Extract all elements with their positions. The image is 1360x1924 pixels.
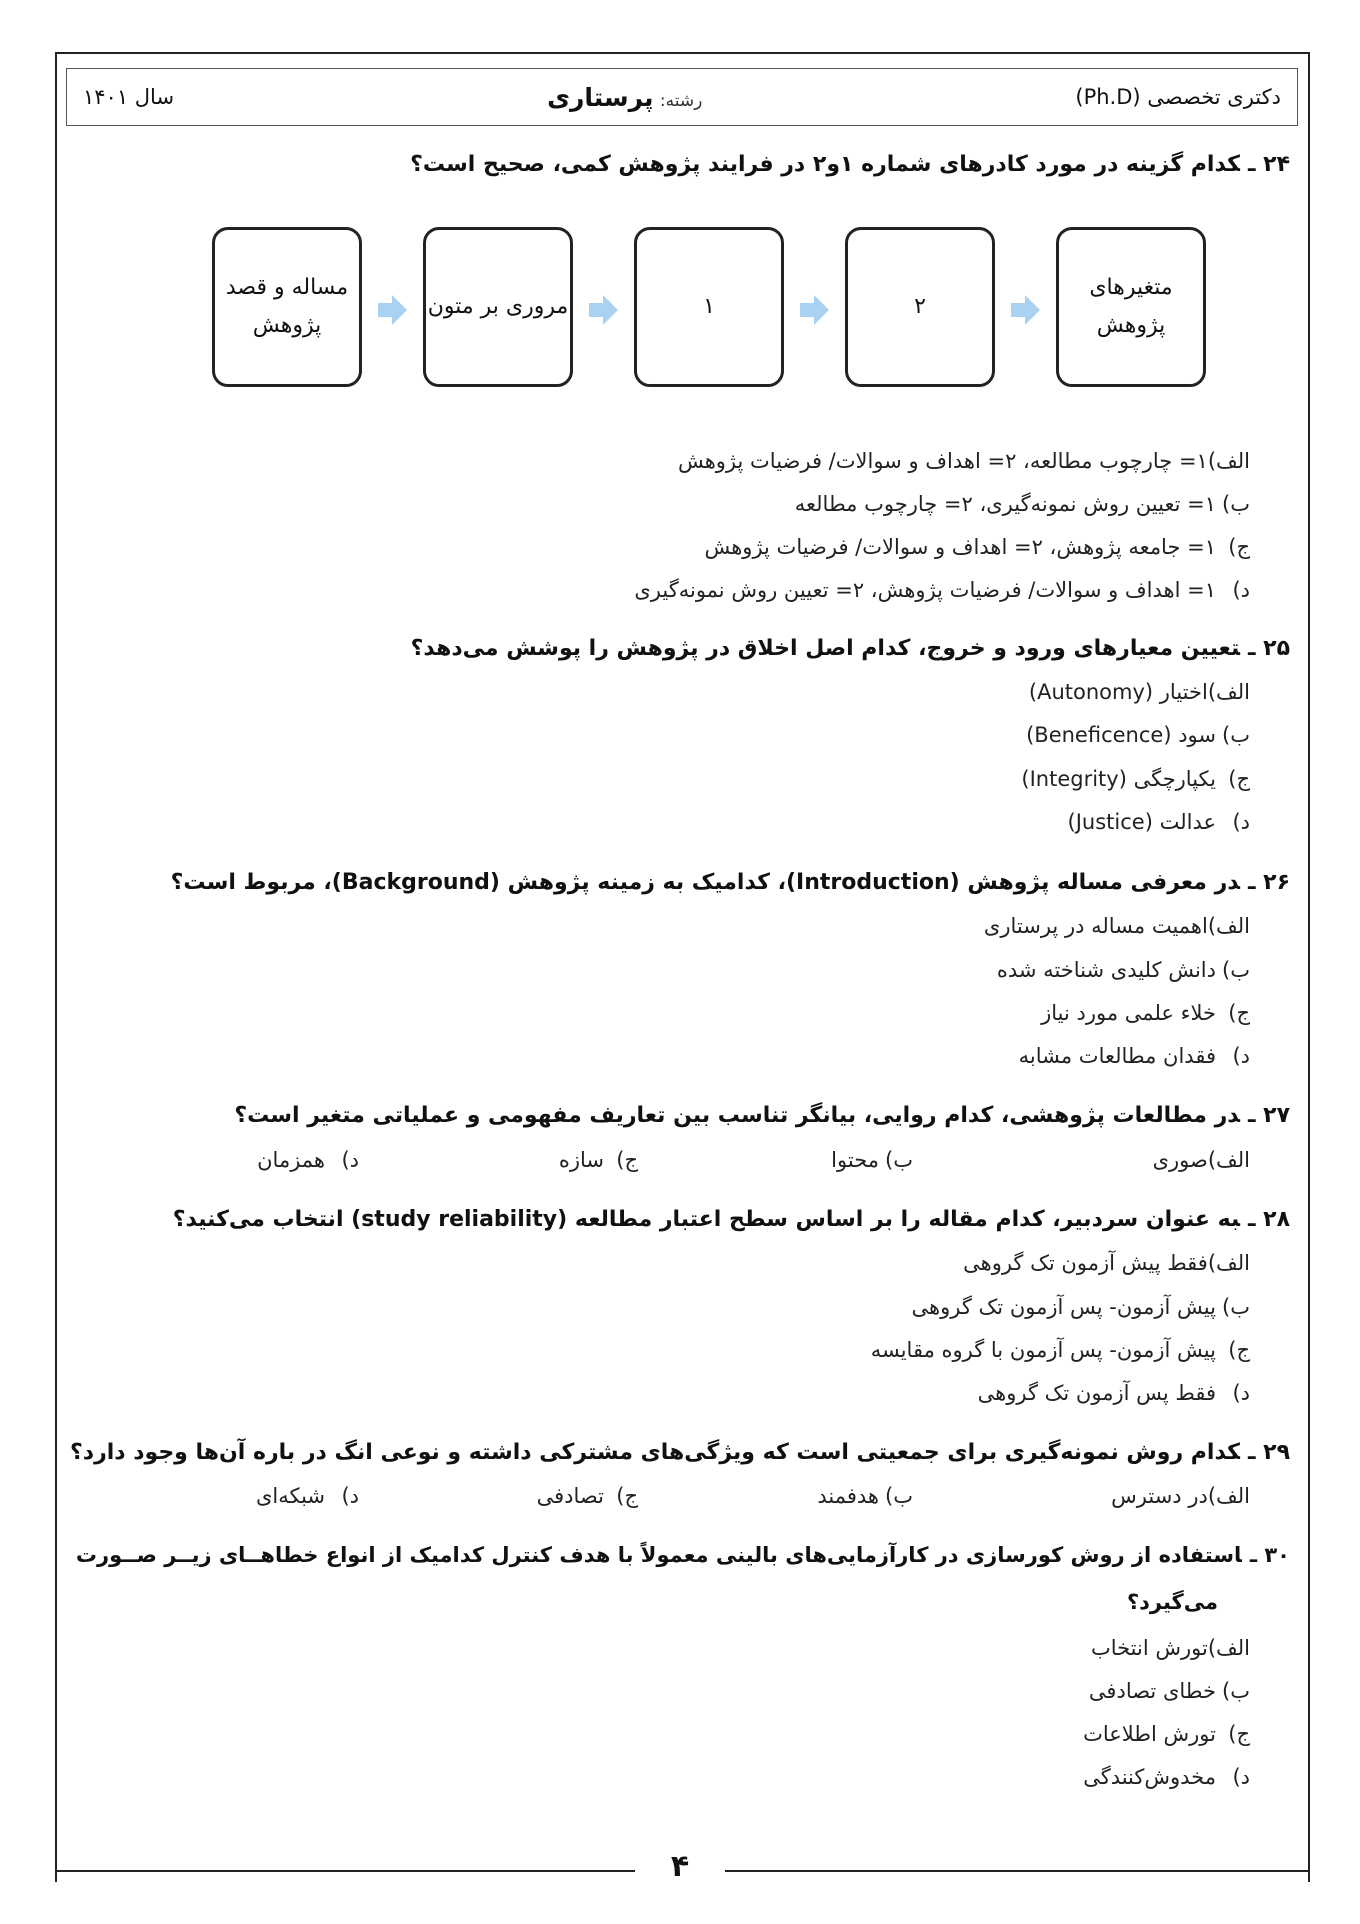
- option-a[interactable]: الف)فقط پیش آزمون تک گروهی: [963, 1251, 1250, 1275]
- arrow-right-icon: [1011, 294, 1041, 326]
- field-value: پرستاری: [547, 82, 654, 112]
- option-c[interactable]: ج)یکپارچگی (Integrity): [1021, 767, 1250, 791]
- option-c[interactable]: ج)۱= جامعه پژوهش، ۲= اهداف و سوالات/ فرضیات پژوهش: [704, 535, 1250, 559]
- option-c[interactable]: ج)پیش آزمون- پس آزمون با گروه مقایسه: [870, 1338, 1250, 1362]
- option-b[interactable]: ب)هدفمند: [817, 1484, 913, 1508]
- option-a[interactable]: الف)صوری: [1152, 1148, 1250, 1172]
- question-text: در معرفی مساله پژوهش (Introduction)، کدامیک به زمینه پژوهش (Background)، مربوط است؟: [170, 870, 1240, 895]
- diagram-box-literature: مروری بر متون: [423, 227, 573, 387]
- option-c[interactable]: ج)تصادفی: [536, 1484, 638, 1508]
- question-29: [70, 1440, 1290, 1465]
- arrow-right-icon: [378, 294, 408, 326]
- diagram-box-variables: متغیرهای پژوهش: [1056, 227, 1206, 387]
- option-d[interactable]: د)فقدان مطالعات مشابه: [1018, 1044, 1250, 1068]
- question-text: کدام روش نمونه‌گیری برای جمعیتی است که ویژگی‌های مشترکی داشته و نوعی انگ در باره آن‌ها وجود دارد؟: [70, 1440, 1240, 1465]
- option-a[interactable]: الف)تورش انتخاب: [1090, 1636, 1250, 1660]
- question-25: [411, 636, 1290, 661]
- question-text: تعیین معیارهای ورود و خروج، کدام اصل اخلاق در پژوهش را پوشش می‌دهد؟: [410, 636, 1240, 661]
- question-number: ۲۸ ـ: [1247, 1207, 1290, 1232]
- question-number: ۲۹ ـ: [1247, 1440, 1290, 1465]
- option-d[interactable]: د)فقط پس آزمون تک گروهی: [977, 1381, 1250, 1405]
- research-process-diagram: [212, 224, 1208, 392]
- arrow-right-icon: [589, 294, 619, 326]
- question-number: ۲۶ ـ: [1247, 870, 1290, 895]
- page-number: ۴: [670, 1849, 690, 1884]
- option-d[interactable]: د)مخدوش‌کنندگی: [1083, 1765, 1250, 1789]
- option-b[interactable]: ب)دانش کلیدی شناخته شده: [996, 958, 1250, 982]
- question-number: ۳۰ ـ: [1249, 1543, 1290, 1567]
- question-number: ۲۴ ـ: [1247, 152, 1290, 177]
- option-d[interactable]: د)همزمان: [257, 1148, 359, 1172]
- option-b[interactable]: ب)سود (Beneficence): [1026, 723, 1250, 747]
- diagram-box-2: ۲: [845, 227, 995, 387]
- exam-year: سال ۱۴۰۱: [83, 85, 175, 109]
- option-d[interactable]: د)شبکه‌ای: [255, 1484, 359, 1508]
- option-b[interactable]: ب)خطای تصادفی: [1088, 1679, 1250, 1703]
- question-text: به عنوان سردبیر، کدام مقاله را بر اساس سطح اعتبار مطالعه (study reliability) انتخاب می‌کنید؟: [172, 1207, 1240, 1232]
- question-27: [234, 1103, 1290, 1128]
- degree-label: دکتری تخصصی (Ph.D): [1075, 85, 1281, 109]
- option-c[interactable]: ج)سازه: [558, 1148, 638, 1172]
- option-a[interactable]: الف)در دسترس: [1111, 1484, 1250, 1508]
- option-d[interactable]: د)۱= اهداف و سوالات/ فرضیات پژوهش، ۲= تعیین روش نمونه‌گیری: [634, 578, 1250, 602]
- option-b[interactable]: ب)۱= تعیین روش نمونه‌گیری، ۲= چارچوب مطالعه: [794, 492, 1250, 516]
- field-label: رشته:: [659, 90, 703, 111]
- diagram-box-1: ۱: [634, 227, 784, 387]
- footer-rule-left: [55, 1870, 635, 1872]
- option-c[interactable]: ج)تورش اطلاعات: [1083, 1722, 1250, 1746]
- option-b[interactable]: ب)پیش آزمون- پس آزمون تک گروهی: [911, 1295, 1250, 1319]
- question-number: ۲۷ ـ: [1247, 1103, 1290, 1128]
- question-26: [171, 870, 1290, 895]
- question-text: استفاده از روش کورسازی در کارآزمایی‌های بالینی معمولاً با هدف کنترل کدامیک از انواع خطاهــای زیــر صــورت: [75, 1543, 1242, 1567]
- question-28: [173, 1207, 1290, 1232]
- option-c[interactable]: ج)خلاء علمی مورد نیاز: [1041, 1001, 1250, 1025]
- field-info: [547, 83, 702, 112]
- option-a[interactable]: الف)اهمیت مساله در پرستاری: [983, 914, 1250, 938]
- arrow-right-icon: [800, 294, 830, 326]
- diagram-box-problem: مساله و قصد پژوهش: [212, 227, 362, 387]
- question-text: کدام گزینه در مورد کادرهای شماره ۱و۲ در فرایند پژوهش کمی، صحیح است؟: [410, 152, 1240, 177]
- option-b[interactable]: ب)محتوا: [831, 1148, 913, 1172]
- option-d[interactable]: د)عدالت (Justice): [1067, 810, 1250, 834]
- question-30-continuation: می‌گیرد؟: [1126, 1590, 1218, 1614]
- option-a[interactable]: الف)اختیار (Autonomy): [1028, 680, 1250, 704]
- option-a[interactable]: الف)۱= چارچوب مطالعه، ۲= اهداف و سوالات/ فرضیات پژوهش: [677, 449, 1250, 473]
- footer-rule-right: [725, 1870, 1310, 1872]
- question-text: در مطالعات پژوهشی، کدام روایی، بیانگر تناسب بین تعاریف مفهومی و عملیاتی متغیر است؟: [234, 1103, 1240, 1128]
- question-30: [76, 1543, 1290, 1567]
- exam-header: [66, 68, 1298, 126]
- question-number: ۲۵ ـ: [1247, 636, 1290, 661]
- question-24: [410, 152, 1290, 177]
